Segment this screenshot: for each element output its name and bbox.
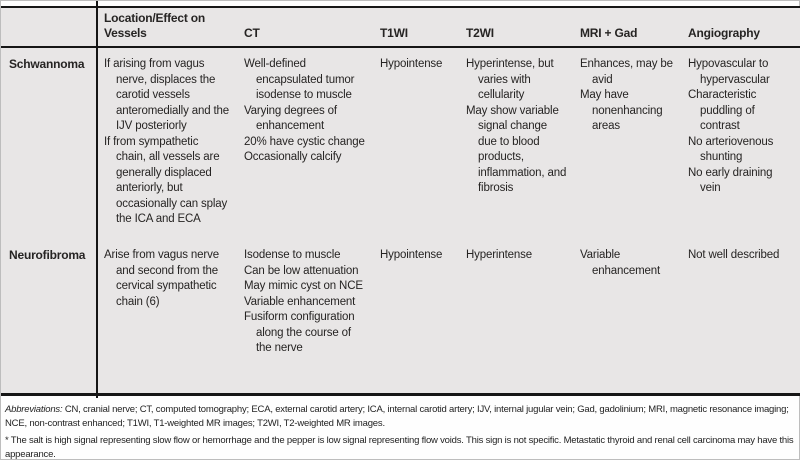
cell-neurofibroma-location	[97, 239, 237, 393]
abbreviations-footnote	[5, 403, 797, 430]
cell-neurofibroma-angiography	[681, 239, 800, 393]
cell-item: Hyperintense	[466, 249, 532, 261]
header-cell-angiography: Angiography	[688, 26, 760, 40]
cell-item: Characteristic puddling of contrast	[688, 89, 757, 132]
imaging-comparison-table	[1, 6, 800, 396]
cell-item: 20% have cystic change	[244, 135, 365, 148]
cell-item: Well-defined encapsulated tumor isodense to muscle	[244, 58, 355, 101]
header-cell-location	[97, 11, 237, 46]
cell-item: Enhances, may be avid	[580, 58, 673, 86]
row-label-neurofibroma: Neurofibroma	[9, 248, 86, 262]
cell-schwannoma-t2wi	[459, 48, 573, 239]
table-header-row	[1, 8, 800, 48]
cell-item: May show variable signal change due to blood products, inflammation, and fibrosis	[466, 104, 567, 194]
cell-item: Variable enhancement	[580, 249, 661, 277]
header-cell-t1wi: T1WI	[380, 26, 408, 40]
cell-item: Arise from vagus nerve and second from the cervical sympathetic chain (6)	[104, 249, 219, 308]
cell-item: Hypovascular to hypervascular	[688, 58, 770, 86]
cell-neurofibroma-ct	[237, 239, 373, 393]
cell-item: Hypointense	[380, 58, 443, 70]
cell-item: Fusiform configuration along the course of the nerve	[244, 311, 355, 354]
asterisk-footnote: * The salt is high signal representing slow flow or hemorrhage and the pepper is low signal representing flow voids. This sign is not specific. Metastatic thyroid and renal cell carcinoma may have this appearance.	[5, 435, 794, 460]
cell-item: Isodense to muscle	[244, 249, 341, 261]
header-cell-t2wi: T2WI	[466, 26, 494, 40]
table-row-neurofibroma	[1, 239, 800, 393]
column-divider-rule	[96, 1, 98, 398]
cell-item: May mimic cyst on NCE	[244, 280, 363, 292]
cell-schwannoma-location	[97, 48, 237, 239]
cell-item: No arteriovenous shunting	[688, 135, 774, 163]
cell-item: Not well described	[688, 249, 780, 261]
abbreviations-text: CN, cranial nerve; CT, computed tomography; ECA, external carotid artery; ICA, internal carotid artery; IJV, internal jugular vein; Gad, gadolinium; MRI, magnetic resonance imaging; NCE, non-contrast enhanced; T1WI, T1-weighted MR images; T2WI, T2-weighted MR images.	[5, 404, 789, 429]
cell-neurofibroma-t2wi	[459, 239, 573, 393]
table-row-schwannoma	[1, 48, 800, 239]
cell-neurofibroma-t1wi	[373, 239, 459, 393]
cell-schwannoma-t1wi	[373, 48, 459, 239]
header-cell-ct: CT	[244, 26, 260, 40]
row-label-schwannoma: Schwannoma	[9, 57, 85, 71]
header-cell-rowlabel	[1, 41, 97, 46]
cell-schwannoma-angiography	[681, 48, 800, 239]
cell-item: No early draining vein	[688, 166, 773, 194]
cell-item: Occasionally calcify	[244, 151, 342, 163]
cell-item: Hyperintense, but varies with cellularity	[466, 58, 554, 101]
cell-schwannoma-ct	[237, 48, 373, 239]
cell-item: If from sympathetic chain, all vessels are generally displaced anteriorly, but occasionally can splay the ICA and ECA	[104, 135, 228, 225]
cell-item: Hypointense	[380, 249, 443, 261]
cell-item: May have nonenhancing areas	[580, 89, 663, 132]
cell-item: Can be low attenuation	[244, 264, 359, 277]
header-cell-mri-gad: MRI + Gad	[580, 26, 638, 40]
cell-item: If arising from vagus nerve, displaces the carotid vessels anteromedially and the IJV posteriorly	[104, 58, 230, 132]
cell-item: Varying degrees of enhancement	[244, 104, 337, 132]
abbreviations-label: Abbreviations:	[5, 404, 63, 415]
cell-neurofibroma-mri-gad	[573, 239, 681, 393]
footnotes	[5, 403, 797, 465]
cell-schwannoma-mri-gad	[573, 48, 681, 239]
header-label: Location/Effect on Vessels	[104, 11, 206, 40]
cell-item: Variable enhancement	[244, 295, 356, 308]
